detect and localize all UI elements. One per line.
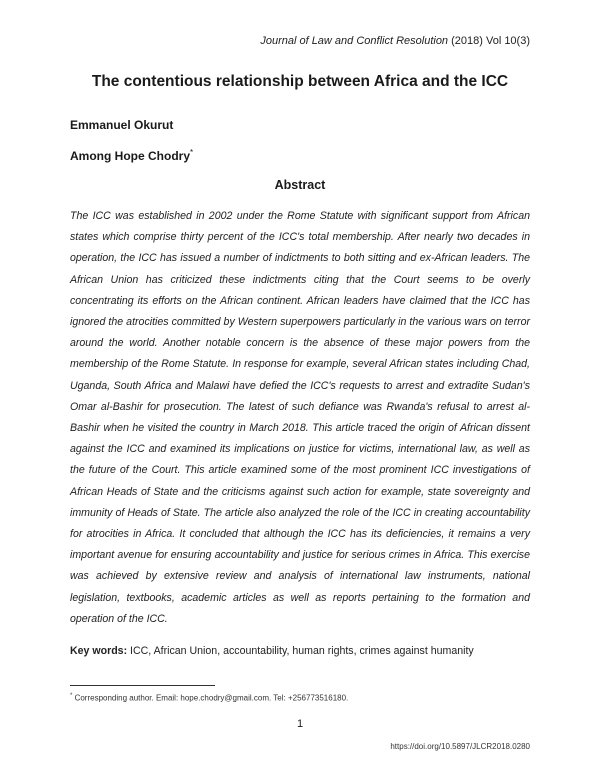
- footnote-divider: [70, 685, 215, 686]
- footnote-text: Corresponding author. Email: hope.chodry@gmail.com. Tel: +256773516180.: [72, 693, 349, 703]
- journal-volume: (2018) Vol 10(3): [448, 35, 530, 47]
- author-2: [70, 148, 193, 163]
- author-1: [70, 118, 173, 132]
- journal-citation: [260, 35, 530, 47]
- abstract-body: The ICC was established in 2002 under the Rome Statute with significant support from African states which comprise thirty percent of the ICC's total membership. After nearly two decades in operation, the ICC has issued a number of indictments to both sitting and ex-African leaders. The African Union has criticized these indictments citing that the Court seems to be overly concentrating its efforts on the African continent. African leaders have claimed that the ICC has ignored the atrocities committed by Western superpowers particularly in the various wars on terror around the world. Another notable concern is the absence of these major powers from the membership of the Rome Statute. In response for example, several African states including Chad, Uganda, South Africa and Malawi have defied the ICC's requests to arrest and extradite Sudan's Omar al-Bashir for prosecution. The latest of such defiance was Rwanda's refusal to arrest al-Bashir when he visited the country in March 2018. This article traced the origin of African dissent against the ICC and examined its implications on justice for victims, international law, as well as the future of the Court. This article examined some of the most prominent ICC investigations of African Heads of State and the criticisms against such action for example, state sovereignty and immunity of Heads of State. The article also analyzed the role of the ICC in creating accountability for atrocities in Africa. It concluded that although the ICC has its deficiencies, it remains a very important avenue for ensuring accountability and justice for serious crimes in Africa. This exercise was achieved by extensive review and analysis of international law instruments, national legislation, textbooks, academic articles as well as reports pertaining to the formation and operation of the ICC.: [70, 210, 530, 625]
- footnote: [70, 693, 348, 703]
- doi-link[interactable]: https://doi.org/10.5897/JLCR2018.0280: [390, 742, 530, 751]
- abstract-heading: Abstract: [274, 178, 326, 192]
- author-2-name: Among Hope Chodry: [70, 149, 190, 163]
- journal-name: Journal of Law and Conflict Resolution: [260, 35, 449, 47]
- author-1-name: Emmanuel Okurut: [70, 118, 174, 132]
- page-number: 1: [296, 718, 304, 730]
- footnote-marker: *: [190, 148, 194, 157]
- keywords-list: ICC, African Union, accountability, human rights, crimes against humanity: [127, 645, 474, 657]
- keywords-label: Key words:: [70, 645, 128, 657]
- keywords: [70, 645, 530, 657]
- article-title: The contentious relationship between Africa and the ICC: [91, 73, 509, 90]
- footnote-mark: *: [70, 693, 73, 699]
